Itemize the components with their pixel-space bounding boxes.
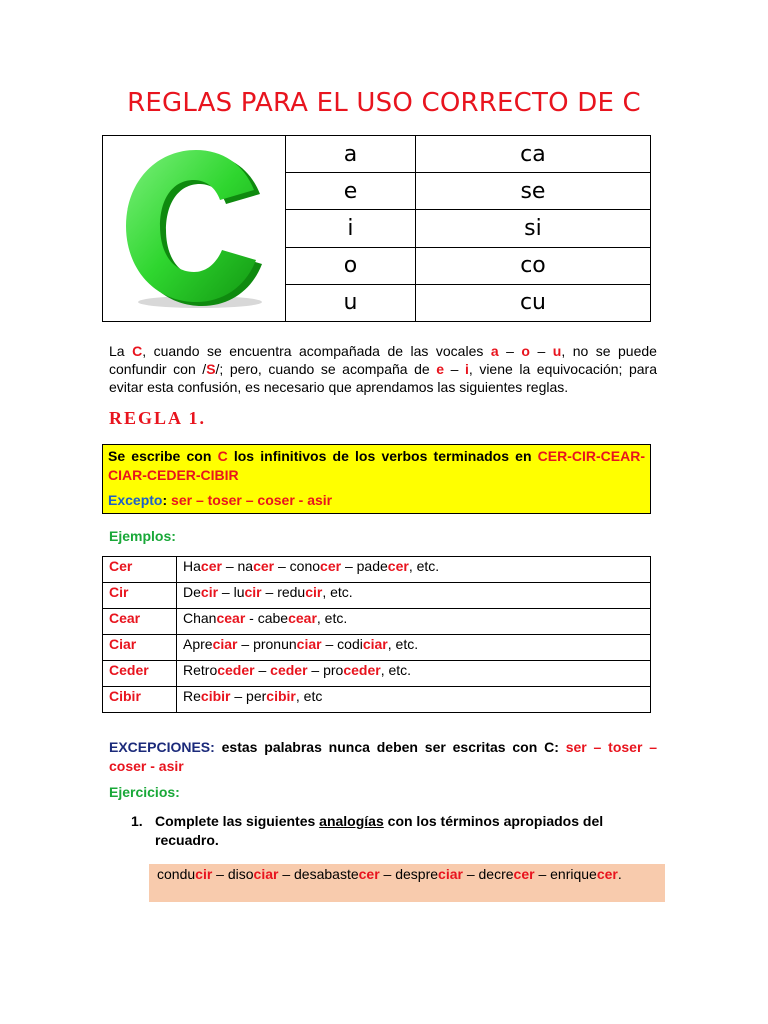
vowel-table <box>102 135 651 322</box>
box-word-stem: – enrique <box>534 866 597 882</box>
examples-label: Ejemplos: <box>109 528 176 544</box>
example-word-stem: , etc <box>295 688 323 704</box>
example-word-stem: – codi <box>321 636 363 652</box>
example-word-stem: , etc. <box>316 610 348 626</box>
intro-paragraph <box>109 342 657 396</box>
table-row <box>103 635 651 661</box>
example-word-stem: – redu <box>261 584 306 600</box>
example-word-ending: cear <box>288 610 317 626</box>
example-key: Ceder <box>103 661 177 687</box>
rule-box <box>102 444 651 514</box>
example-words <box>177 583 651 609</box>
excepto-colon: : <box>162 492 168 508</box>
example-word-stem: , etc. <box>387 636 419 652</box>
intro-vowel-o: o <box>521 343 530 359</box>
example-word-stem: Retro <box>183 662 218 678</box>
intro-dash: – <box>444 361 465 377</box>
example-words <box>177 687 651 713</box>
example-key: Cer <box>103 557 177 583</box>
table-row <box>103 687 651 713</box>
box-word-ending: cer <box>596 866 618 882</box>
example-word-stem: – pade <box>341 558 388 574</box>
vowel-cell: o <box>286 247 416 284</box>
example-key: Cibir <box>103 687 177 713</box>
example-word-ending: cir <box>200 584 219 600</box>
example-word-stem: De <box>183 584 201 600</box>
example-word-ending: ceder <box>343 662 381 678</box>
box-word-ending: ciar <box>253 866 279 882</box>
example-word-stem: , etc. <box>380 662 412 678</box>
example-word-ending: cer <box>387 558 409 574</box>
vowel-cell: u <box>286 284 416 321</box>
rule-endings: CER-CIR-CEAR-CIAR-CEDER-CIBIR <box>108 448 645 483</box>
example-word-stem: – na <box>221 558 254 574</box>
syllable-cell: si <box>415 210 650 247</box>
word-box <box>149 864 665 902</box>
table-row <box>103 661 651 687</box>
box-word-ending: cer <box>358 866 380 882</box>
example-word-stem: Ha <box>183 558 201 574</box>
intro-text: , cuando se encuentra acompañada de las vocales <box>142 343 491 359</box>
syllable-cell: ca <box>415 136 650 173</box>
exercise-instruction <box>155 812 659 850</box>
example-words <box>177 609 651 635</box>
example-word-ending: cer <box>320 558 342 574</box>
example-word-stem: – <box>254 662 271 678</box>
box-word-stem: condu <box>157 866 196 882</box>
table-row <box>103 583 651 609</box>
exercises-label: Ejercicios: <box>109 784 180 800</box>
vowel-cell: e <box>286 173 416 210</box>
rule-text: los infinitivos de los verbos terminados en <box>227 448 538 464</box>
exceptions-label: EXCEPCIONES: <box>109 739 215 755</box>
example-key: Cir <box>103 583 177 609</box>
excepto-words: ser – toser – coser - asir <box>167 492 333 508</box>
exceptions-text: estas palabras nunca deben ser escritas con C: <box>214 739 566 755</box>
intro-text: , viene la equivocación; para evitar esta confusión, es necesario que aprendamos las siguientes reglas. <box>109 361 658 395</box>
example-words <box>177 557 651 583</box>
example-key: Cear <box>103 609 177 635</box>
example-word-stem: , etc. <box>322 584 353 600</box>
example-word-ending: cibir <box>266 688 296 704</box>
instruction-text: con los términos apropiados del recuadro. <box>155 813 604 848</box>
exercise-item-1 <box>131 812 659 850</box>
example-word-stem: Re <box>183 688 201 704</box>
instruction-text: Complete las siguientes <box>155 813 320 829</box>
rule-letter-c: C <box>217 448 228 464</box>
example-words <box>177 635 651 661</box>
intro-letter-c: C <box>132 343 143 359</box>
example-word-ending: ciar <box>212 636 238 652</box>
examples-table <box>102 556 651 713</box>
syllable-cell: co <box>415 247 650 284</box>
example-word-stem: – pronun <box>237 636 297 652</box>
vowel-cell: a <box>286 136 416 173</box>
exceptions-words: ser – toser – coser - asir <box>109 739 658 774</box>
example-word-ending: ceder <box>217 662 255 678</box>
example-word-stem: – lu <box>218 584 245 600</box>
box-word-ending: cer <box>513 866 535 882</box>
box-word-ending: cir <box>195 866 213 882</box>
rule-text: Se escribe con <box>108 448 218 464</box>
box-word-ending: ciar <box>438 866 463 882</box>
example-word-ending: cer <box>253 558 275 574</box>
example-word-ending: cer <box>200 558 222 574</box>
rule-exception <box>108 491 645 510</box>
syllable-cell: se <box>415 173 650 210</box>
box-word-stem: – desabaste <box>278 866 359 882</box>
example-word-ending: cear <box>216 610 246 626</box>
page-title: REGLAS PARA EL USO CORRECTO DE C <box>127 88 641 118</box>
example-word-stem: Chan <box>183 610 217 626</box>
example-word-stem: – pro <box>307 662 344 678</box>
table-row <box>103 609 651 635</box>
example-word-ending: ceder <box>270 662 308 678</box>
example-word-ending: cir <box>305 584 323 600</box>
example-key: Ciar <box>103 635 177 661</box>
syllable-cell: cu <box>415 284 650 321</box>
box-word-stem: – diso <box>212 866 254 882</box>
intro-vowel-a: a <box>490 343 499 359</box>
example-word-ending: ciar <box>362 636 388 652</box>
example-word-ending: cir <box>244 584 262 600</box>
green-c-logo <box>104 136 284 315</box>
example-word-stem: Apre <box>183 636 213 652</box>
vowel-cell: i <box>286 210 416 247</box>
intro-letter-s: S <box>206 361 216 377</box>
table-row <box>103 557 651 583</box>
intro-text: , no se puede confundir con / <box>109 343 657 377</box>
intro-text: /; pero, cuando se acompaña de <box>215 361 437 377</box>
example-word-stem: - cabe <box>245 610 289 626</box>
intro-vowel-u: u <box>552 343 562 359</box>
intro-text: La <box>109 343 133 359</box>
rule-statement <box>108 447 645 485</box>
box-word-stem: – despre <box>379 866 439 882</box>
rule-heading: REGLA 1. <box>109 408 207 428</box>
example-word-stem: – cono <box>274 558 321 574</box>
instruction-underlined: analogías <box>319 813 384 829</box>
box-word-stem: . <box>617 866 622 882</box>
list-number: 1. <box>131 813 143 829</box>
exceptions-paragraph <box>109 738 657 776</box>
intro-vowel-e: e <box>436 361 445 377</box>
example-word-stem: , etc. <box>408 558 440 574</box>
box-word-stem: – decre <box>462 866 514 882</box>
example-word-ending: ciar <box>296 636 322 652</box>
intro-dash: – <box>498 343 522 359</box>
letter-c-image <box>103 136 286 322</box>
excepto-label: Excepto <box>108 492 163 508</box>
example-words <box>177 661 651 687</box>
intro-vowel-i: i <box>464 361 469 377</box>
intro-dash: – <box>529 343 553 359</box>
example-word-stem: – per <box>230 688 267 704</box>
example-word-ending: cibir <box>200 688 231 704</box>
